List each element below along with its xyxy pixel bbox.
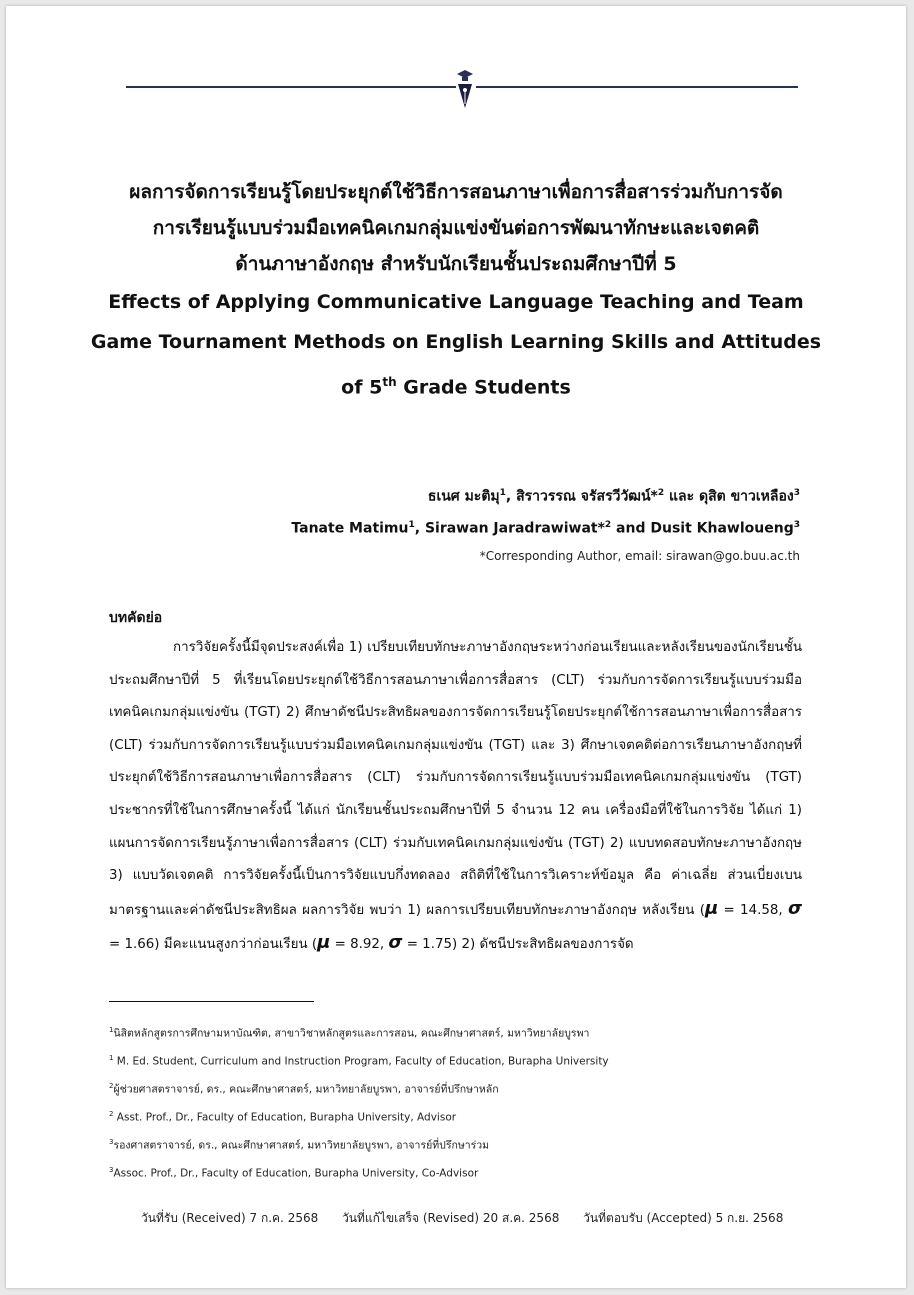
footnote: $^1$นิสิตหลักสูตรการศึกษามหาบัณฑิต, สาขาวิชาหลักสูตรและการสอน, คณะศึกษาศาสตร์, มหาวิทยาลัยบูรพา	[109, 1026, 590, 1040]
submission-dates	[141, 1209, 803, 1228]
authors-english: Tanate Matimu$^1$, Sirawan Jaradrawiwat*$^2$ and Dusit Khawloueng$^3$	[291, 519, 800, 537]
footnote: $^2$ผู้ช่วยศาสตราจารย์, ดร., คณะศึกษาศาสตร์, มหาวิทยาลัยบูรพา, อาจารย์ที่ปรึกษาหลัก	[109, 1082, 499, 1096]
title-thai-line: ด้านภาษาอังกฤษ สำหรับนักเรียนชั้นประถมศึกษาปีที่ 5	[235, 253, 677, 275]
title-english-line: Effects of Applying Communicative Language Teaching and Team	[108, 291, 804, 313]
pen-nib-icon	[451, 68, 479, 112]
footnote-divider	[109, 1001, 314, 1002]
header-rule-left	[126, 86, 456, 88]
corresponding-author: *Corresponding Author, email: sirawan@go.buu.ac.th	[479, 549, 800, 564]
abstract-heading: บทคัดย่อ	[109, 610, 163, 626]
paper-page	[6, 6, 906, 1288]
received-date: วันที่รับ (Received) 7 ก.ค. 2568	[141, 1211, 319, 1225]
authors-thai: ธเนศ มะติมุ$^1$, สิราวรรณ จรัสรวีวัฒน์*$^2$ และ ดุสิต ขาวเหลือง$^3$	[427, 488, 800, 505]
revised-date: วันที่แก้ไขเสร็จ (Revised) 20 ส.ค. 2568	[342, 1211, 560, 1225]
header-rule-right	[476, 86, 798, 88]
title-thai-line: การเรียนรู้แบบร่วมมือเทคนิคเกมกลุ่มแข่งขันต่อการพัฒนาทักษะและเจตคติ	[152, 217, 760, 239]
abstract-text: การวิจัยครั้งนี้มีจุดประสงค์เพื่อ 1) เปรียบเทียบทักษะภาษาอังกฤษระหว่างก่อนเรียนและหลังเรียนของนักเรียนชั้นประถมศึกษาปีที่ 5 ที่เรียนโดยประยุกต์ใช้วิธีการสอนภาษาเพื่อการสื่อสาร (CLT) ร่วมกับการจัดการเรียนรู้แบบร่วมมือเทคนิคเกมกลุ่มแข่งขัน (TGT) 2) ศึกษาดัชนีประสิทธิผลของการจัดการเรียนรู้โดยประยุกต์ใช้การสอนภาษาเพื่อการสื่อสาร (CLT) ร่วมกับการจัดการเรียนรู้แบบร่วมมือเทคนิคเกมกลุ่มแข่งขัน (TGT) และ 3) ศึกษาเจตคติต่อการเรียนภาษาอังกฤษที่ประยุกต์ใช้วิธีการสอนภาษาเพื่อการสื่อสาร (CLT) ร่วมกับการจัดการเรียนรู้แบบร่วมมือเทคนิคเกมกลุ่มแข่งขัน (TGT) ประชากรที่ใช้ในการศึกษาครั้งนี้ ได้แก่ นักเรียนชั้นประถมศึกษาปีที่ 5 จำนวน 12 คน เครื่องมือที่ใช้ในการวิจัย ได้แก่ 1) แผนการจัดการเรียนรู้ภาษาเพื่อการสื่อสาร (CLT) ร่วมกับเทคนิคเกมกลุ่มแข่งขัน (TGT) 2) แบบทดสอบทักษะภาษาอังกฤษ 3) แบบวัดเจตคติ การวิจัยครั้งนี้เป็นการวิจัยแบบกึ่งทดลอง สถิติที่ใช้ในการวิเคราะห์ข้อมูล คือ ค่าเฉลี่ย ส่วนเบี่ยงเบนมาตรฐานและค่าดัชนีประสิทธิผล ผลการวิจัย พบว่า 1) ผลการเปรียบเทียบทักษะภาษาอังกฤษ หลังเรียน (μ = 14.58, σ = 1.66) มีคะแนนสูงกว่าก่อนเรียน (μ = 8.92, σ = 1.75) 2) ดัชนีประสิทธิผลของการจัด	[109, 640, 802, 954]
title-thai-line: ผลการจัดการเรียนรู้โดยประยุกต์ใช้วิธีการสอนภาษาเพื่อการสื่อสารร่วมกับการจัด	[129, 181, 783, 203]
author-block	[291, 482, 800, 567]
footnote: $^1$ M. Ed. Student, Curriculum and Instruction Program, Faculty of Education, Burapha University	[109, 1054, 609, 1068]
paper-title	[66, 174, 846, 407]
title-english-line: of 5th Grade Students	[341, 375, 571, 399]
footnote: $^2$ Asst. Prof., Dr., Faculty of Education, Burapha University, Advisor	[109, 1110, 457, 1124]
accepted-date: วันที่ตอบรับ (Accepted) 5 ก.ย. 2568	[583, 1211, 784, 1225]
footnote: $^3$Assoc. Prof., Dr., Faculty of Education, Burapha University, Co-Advisor	[109, 1166, 479, 1180]
footnotes	[109, 1018, 809, 1186]
title-english-line: Game Tournament Methods on English Learning Skills and Attitudes	[90, 331, 822, 353]
footnote: $^3$รองศาสตราจารย์, ดร., คณะศึกษาศาสตร์, มหาวิทยาลัยบูรพา, อาจารย์ที่ปรึกษาร่วม	[109, 1138, 490, 1152]
